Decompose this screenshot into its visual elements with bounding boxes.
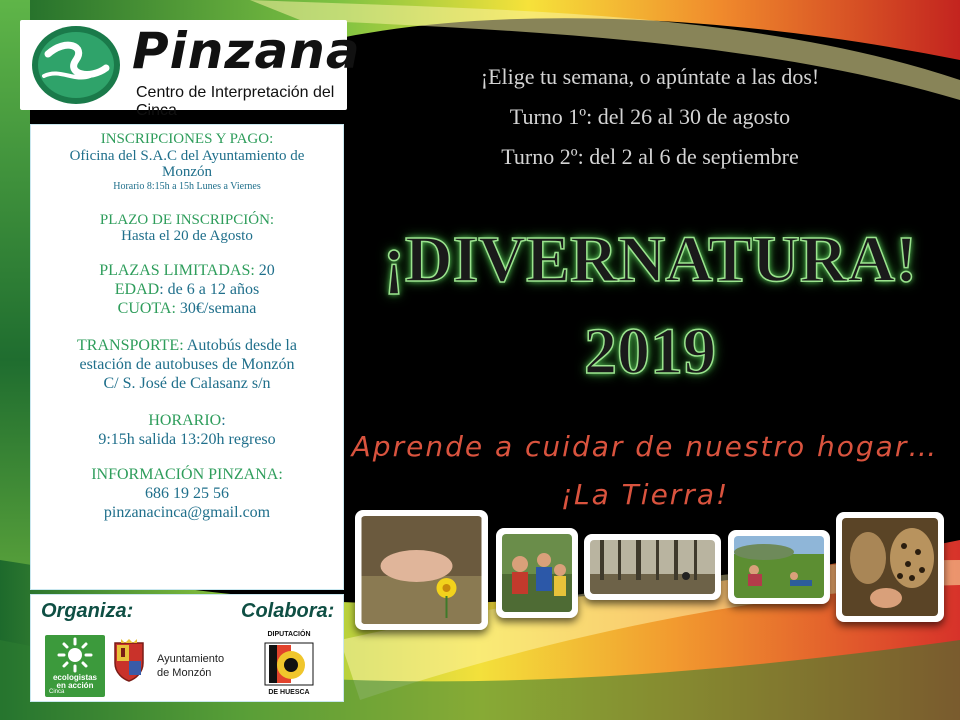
event-title: ¡DIVERNATURA! (382, 223, 918, 296)
inscripciones-hours: Horario 8:15h a 15h Lunes a Viernes (113, 180, 261, 192)
photo-insect-hotel (836, 512, 944, 622)
plazas-block (31, 261, 343, 318)
headline-line3: Turno 2º: del 2 al 6 de septiembre (501, 144, 799, 169)
ecologistas-sun-icon (45, 637, 105, 673)
diputacion-top: DIPUTACIÓN (267, 631, 311, 638)
photo-children-group-image (502, 534, 572, 612)
photo-insect-hotel-image (842, 518, 938, 616)
tagline-line1: Aprende a cuidar de nuestro hogar… (351, 430, 939, 463)
horario-line1 (31, 411, 343, 430)
informacion-email: pinzanacinca@gmail.com (103, 503, 271, 521)
photo-meadow (728, 530, 830, 604)
ayto-line2: de Monzón (157, 667, 212, 679)
plazas-line (31, 261, 343, 280)
cuota-line (31, 299, 343, 318)
cuota-label: CUOTA: (117, 299, 176, 317)
edad-value: : de 6 a 12 años (159, 280, 260, 298)
horario-colon: : (221, 411, 226, 429)
plazas-value: 20 (254, 261, 275, 279)
photo-children-group (496, 528, 578, 618)
ecologistas-line3: Cinca (49, 689, 65, 695)
ayto-line1: Ayuntamiento (157, 653, 225, 665)
headline-line2: Turno 1º: del 26 al 30 de agosto (509, 104, 791, 129)
event-year: 2019 (584, 315, 716, 388)
colabora-label: Colabora: (241, 600, 335, 622)
edad-line (31, 280, 343, 299)
headline-line1: ¡Elige tu semana, o apúntate a las dos! (480, 64, 820, 89)
inscripciones-line2: Monzón (162, 164, 212, 180)
info-panel (30, 124, 344, 590)
ecologistas-line2: en acción (56, 681, 94, 690)
horario-block (31, 411, 343, 449)
diputacion-emblem-icon (261, 641, 317, 687)
tagline-line2: ¡La Tierra! (560, 478, 730, 511)
logo-subtitle: Centro de Interpretación del Cinca (136, 84, 335, 119)
plazo-label: PLAZO DE INSCRIPCIÓN: (99, 211, 275, 228)
ecologistas-line1: ecologistas (52, 673, 97, 682)
transporte-line1 (31, 336, 343, 355)
informacion-label: INFORMACIÓN PINZANA: (91, 465, 283, 483)
ecologistas-logo (45, 635, 105, 697)
diputacion-bottom: DE HUESCA (268, 689, 310, 696)
plazo-value: Hasta el 20 de Agosto (121, 228, 253, 244)
monzon-coat-of-arms-icon (111, 639, 147, 683)
cuota-value: 30€/semana (175, 299, 257, 317)
informacion-phone: 686 19 25 56 (145, 484, 229, 502)
transporte-label: TRANSPORTE: (77, 336, 184, 354)
pinzana-logo (20, 20, 361, 119)
informacion-block (31, 465, 343, 522)
photo-child-flower-image (361, 516, 482, 624)
transporte-line2: estación de autobuses de Monzón (79, 355, 295, 373)
diputacion-logo (261, 631, 317, 699)
sponsor-panel (30, 594, 344, 702)
edad-label: EDAD (114, 280, 160, 298)
inscripciones-label: INSCRIPCIONES Y PAGO: (100, 131, 274, 147)
plazo-block (31, 212, 343, 245)
inscripciones-line1: Oficina del S.A.C del Ayuntamiento de (69, 147, 305, 164)
organiza-label: Organiza: (41, 600, 134, 622)
plazas-label: PLAZAS LIMITADAS: (99, 261, 255, 279)
transporte-line3: C/ S. José de Calasanz s/n (103, 374, 271, 392)
horario-label: HORARIO (148, 411, 222, 429)
photo-forest (584, 534, 721, 600)
photo-meadow-image (734, 536, 824, 598)
inscripciones-block (31, 131, 343, 193)
transporte-value: Autobús desde la (183, 336, 297, 354)
photo-forest-image (590, 540, 715, 594)
horario-value: 9:15h salida 13:20h regreso (98, 430, 276, 448)
logo-wordmark: Pinzana (132, 22, 361, 80)
pinzana-emblem-icon (30, 24, 122, 106)
transporte-block (31, 336, 343, 393)
photo-child-flower (355, 510, 488, 630)
